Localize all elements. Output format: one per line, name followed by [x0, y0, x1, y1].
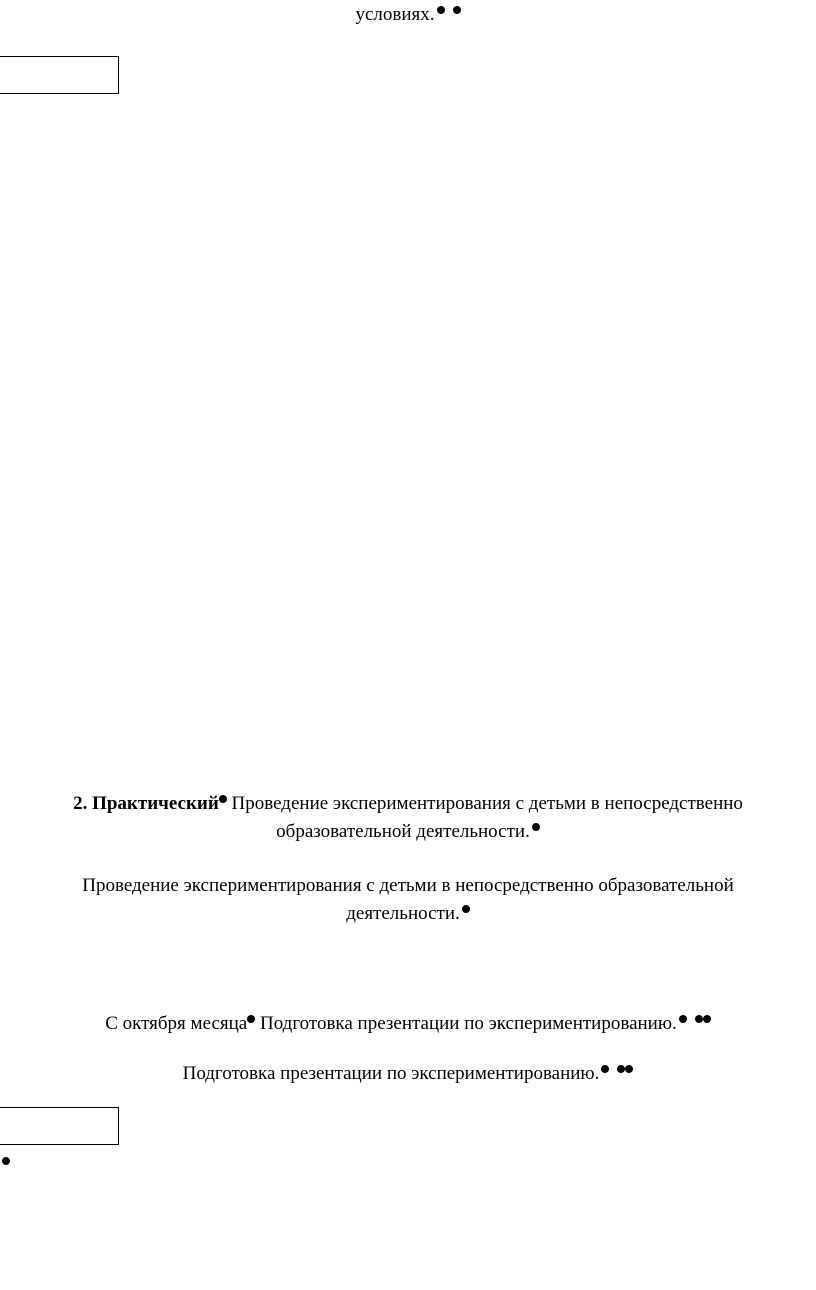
presentation-line	[0, 1062, 816, 1086]
practical-line-2	[0, 820, 816, 844]
repeat-line-2	[0, 902, 816, 926]
bullet-icon	[453, 6, 461, 14]
top-line	[0, 3, 816, 27]
repeat-text-1: Проведение экспериментирования с детьми в непосредственно образовательной	[82, 875, 734, 896]
bullet-icon	[462, 905, 470, 913]
bullet-icon	[437, 6, 445, 14]
bullet-icon	[625, 1065, 633, 1073]
bullet-icon	[703, 1015, 711, 1023]
practical-text-1: Проведение экспериментирования с детьми в непосредственно	[231, 793, 743, 814]
october-line	[0, 1012, 816, 1036]
practical-text-2: образовательной деятельности.	[276, 821, 530, 842]
bullet-icon	[532, 823, 540, 831]
bullet-icon	[617, 1065, 625, 1073]
bullet-icon	[247, 1015, 255, 1023]
presentation-text: Подготовка презентации по экспериментированию.	[182, 1063, 600, 1084]
empty-frame-top	[0, 56, 119, 94]
bullet-icon	[2, 1157, 10, 1165]
practical-heading: 2. Практический	[73, 793, 219, 814]
bullet-icon	[695, 1015, 703, 1023]
top-word: условиях.	[355, 4, 435, 25]
bullet-icon	[601, 1065, 609, 1073]
repeat-text-2: деятельности.	[346, 903, 460, 924]
bullet-icon	[219, 795, 227, 803]
bullet-icon	[679, 1015, 687, 1023]
october-text: Подготовка презентации по экспериментированию.	[260, 1013, 677, 1034]
practical-line-1	[0, 792, 816, 816]
repeat-line-1	[0, 874, 816, 898]
october-label: С октября месяца	[105, 1013, 248, 1034]
empty-frame-bottom	[0, 1107, 119, 1145]
